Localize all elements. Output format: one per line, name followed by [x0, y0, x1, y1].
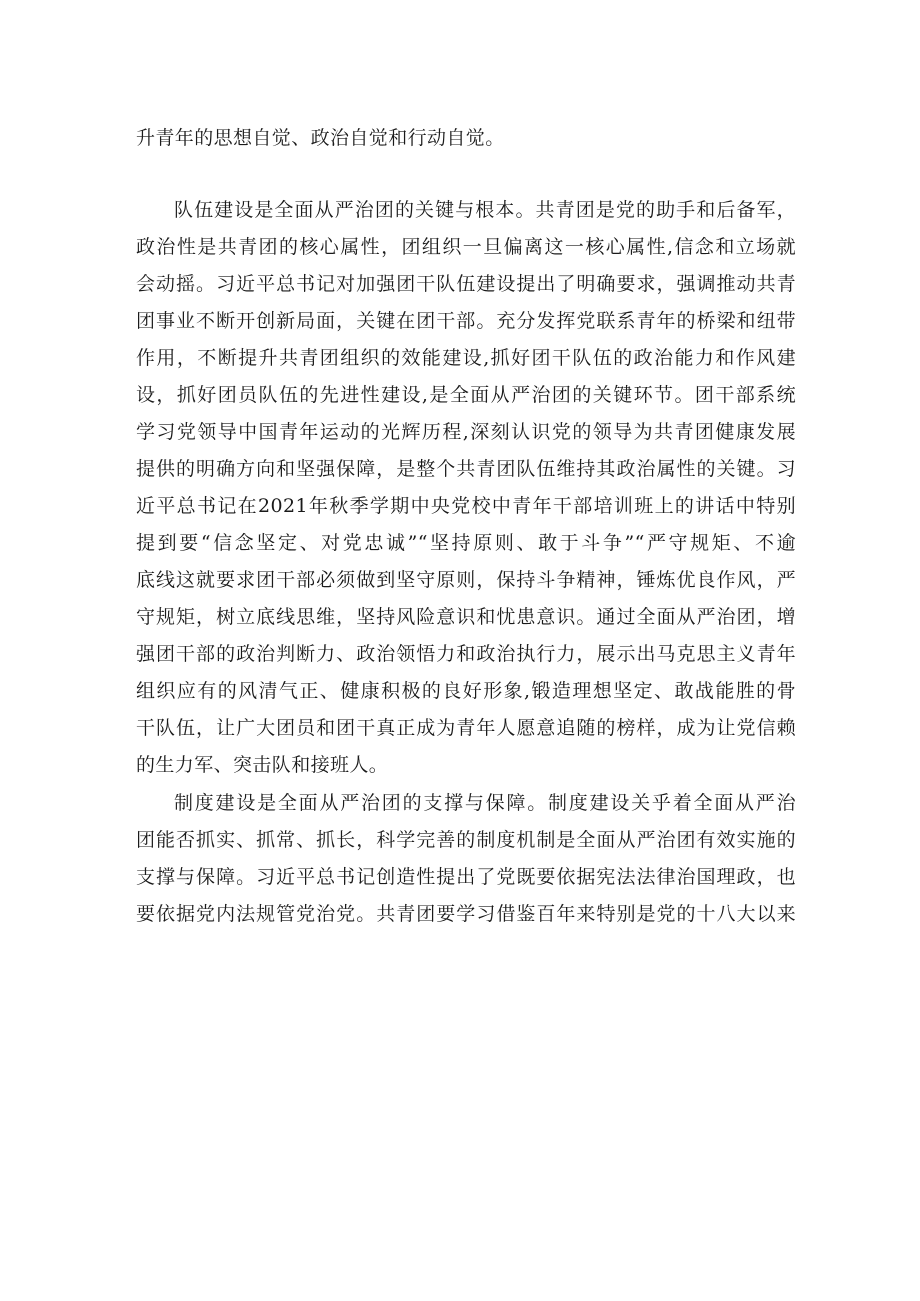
text-line: 的生力军、突击队和接班人。 — [136, 754, 389, 776]
text-line: 支撑与保障。习近平总书记创造性提出了党既要依据宪法法律治国理政，也 — [136, 866, 796, 888]
text-line: 近平总书记在2021年秋季学期中央党校中青年干部培训班上的讲话中特别 — [136, 495, 796, 517]
text-line: 学习党领导中国青年运动的光辉历程,深刻认识党的领导为共青团健康发展 — [136, 421, 796, 443]
text-line: 强团干部的政治判断力、政治领悟力和政治执行力，展示出马克思主义青年 — [136, 643, 796, 665]
text-line: 会动摇。习近平总书记对加强团干队伍建设提出了明确要求，强调推动共青 — [136, 273, 796, 295]
text-line: 提供的明确方向和坚强保障，是整个共青团队伍维持其政治属性的关键。习 — [136, 458, 796, 480]
text-line: 守规矩，树立底线思维，坚持风险意识和忧患意识。通过全面从严治团，增 — [136, 606, 796, 628]
paragraph-continuation — [136, 120, 796, 157]
text-line: 设，抓好团员队伍的先进性建设,是全面从严治团的关键环节。团干部系统 — [136, 384, 796, 406]
text-line: 团事业不断开创新局面，关键在团干部。充分发挥党联系青年的桥梁和纽带 — [136, 310, 796, 332]
text-line: 队伍建设是全面从严治团的关键与根本。共青团是党的助手和后备军， — [174, 199, 796, 221]
text-line: 干队伍，让广大团员和团干真正成为青年人愿意追随的榜样，成为让党信赖 — [136, 717, 796, 739]
text-line: 底线这就要求团干部必须做到坚守原则，保持斗争精神，锤炼优良作风，严 — [136, 569, 796, 591]
text-line: 团能否抓实、抓常、抓长，科学完善的制度机制是全面从严治团有效实施的 — [136, 829, 796, 851]
text-line: 作用，不断提升共青团组织的效能建设,抓好团干队伍的政治能力和作风建 — [136, 347, 796, 369]
paragraph-team-building — [136, 192, 796, 784]
text-line: 要依据党内法规管党治党。共青团要学习借鉴百年来特别是党的十八大以来 — [136, 903, 796, 925]
paragraph-institution-building — [136, 785, 796, 933]
text-line: 制度建设是全面从严治团的支撑与保障。制度建设关乎着全面从严治 — [174, 792, 796, 814]
text-line: 提到要“信念坚定、对党忠诚”“坚持原则、敢于斗争”“严守规矩、不逾 — [136, 532, 796, 554]
text-line: 政治性是共青团的核心属性，团组织一旦偏离这一核心属性,信念和立场就 — [136, 236, 796, 258]
text-line: 组织应有的风清气正、健康积极的良好形象,锻造理想坚定、敢战能胜的骨 — [136, 680, 796, 702]
text-line: 升青年的思想自觉、政治自觉和行动自觉。 — [136, 127, 505, 149]
